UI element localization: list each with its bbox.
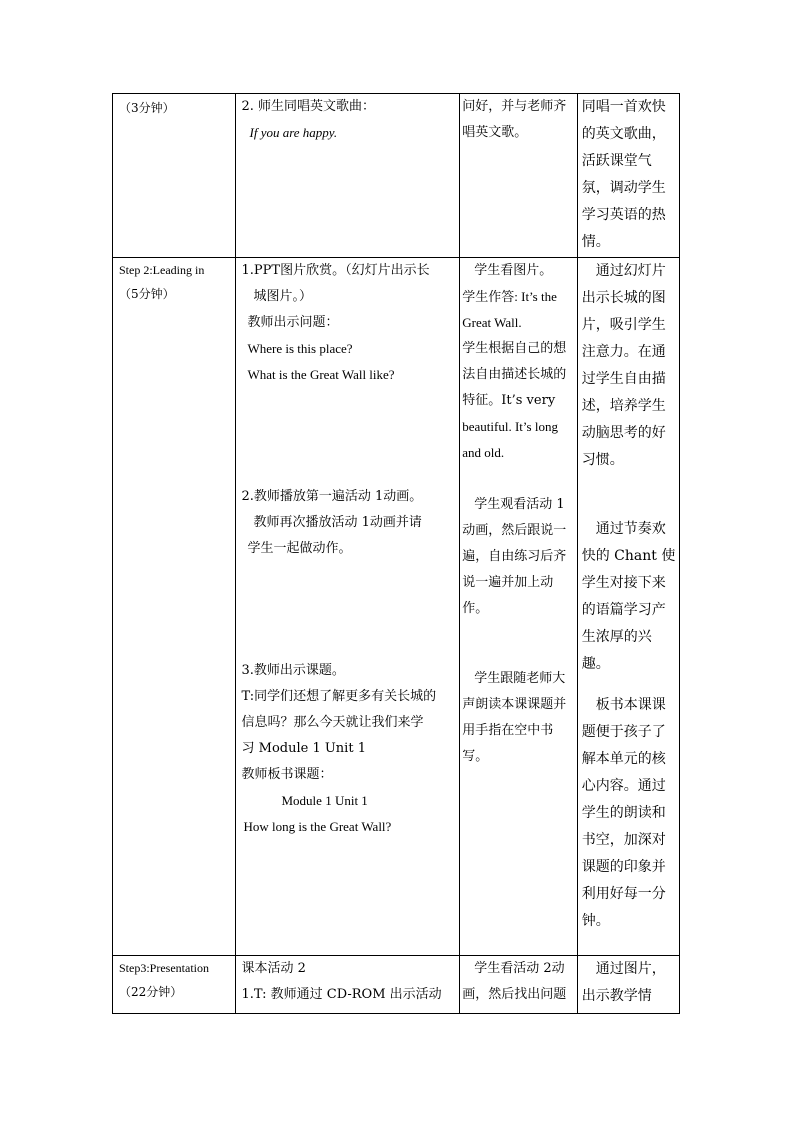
teacher-activity-cell	[235, 956, 460, 1014]
student-line: 学生看活动 2动	[474, 961, 565, 976]
student-line: 学生观看活动 1	[474, 497, 565, 512]
student-line: 画，然后找出问题	[462, 987, 567, 1002]
student-line: 用手指在空中书	[462, 723, 554, 738]
teacher-line: If you are happy.	[249, 125, 338, 140]
step-cell	[113, 258, 236, 956]
teacher-line: 2.教师播放第一遍活动 1动画。	[241, 489, 423, 504]
step-line: Step3:Presentation	[119, 961, 209, 975]
teacher-line: 2. 师生同唱英文歌曲：	[241, 99, 376, 114]
purpose-line: 出示长城的图	[581, 290, 666, 306]
purpose-line: 同唱一首欢快	[581, 99, 666, 115]
student-line: 学生跟随老师大	[474, 671, 566, 686]
teacher-line: 3.教师出示课题。	[241, 663, 345, 678]
student-line: 动画，然后跟说一	[462, 523, 567, 538]
student-line: 写。	[462, 749, 489, 764]
table-row	[113, 94, 680, 258]
purpose-line: 过学生自由描	[581, 371, 666, 387]
purpose-line: 动脑思考的好	[581, 425, 666, 441]
step-line: （22分钟）	[119, 985, 183, 999]
purpose-line: 学生对接下来	[581, 575, 666, 591]
table-row	[113, 956, 680, 1014]
purpose-line: 通过图片，	[595, 961, 666, 977]
purpose-cell	[577, 956, 679, 1014]
purpose-line: 解本单元的核	[581, 751, 666, 767]
step-line: （3分钟）	[119, 101, 175, 115]
purpose-line: 趣。	[581, 656, 610, 672]
student-activity-cell	[460, 956, 577, 1014]
purpose-line: 钟。	[581, 913, 610, 929]
student-line: 声朗读本课课题并	[462, 697, 567, 712]
teacher-line: T:同学们还想了解更多有关长城的	[241, 689, 437, 704]
purpose-cell	[577, 258, 679, 956]
teacher-activity-cell	[235, 94, 460, 258]
purpose-line: 氛，调动学生	[581, 180, 666, 196]
purpose-line: 课题的印象并	[581, 859, 666, 875]
purpose-line: 题便于孩子了	[581, 724, 666, 740]
student-line: 学生作答: It’s the	[462, 289, 557, 304]
student-line: 说一遍并加上动	[462, 575, 554, 590]
purpose-line: 片，吸引学生	[581, 317, 666, 333]
purpose-line: 通过幻灯片	[595, 263, 666, 279]
teacher-line: Module 1 Unit 1	[281, 793, 368, 808]
purpose-line: 的英文歌曲，	[581, 126, 666, 142]
purpose-line: 的语篇学习产	[581, 602, 666, 618]
student-line: 学生根据自己的想	[462, 341, 567, 356]
purpose-line: 利用好每一分	[581, 886, 666, 902]
student-line: 特征。It’s very	[462, 393, 556, 408]
student-line: and old.	[462, 445, 505, 460]
student-line: beautiful. It’s long	[462, 419, 558, 434]
purpose-line: 出示教学情	[581, 988, 652, 1004]
student-line: 遍，自由练习后齐	[462, 549, 567, 564]
teacher-line: 课本活动 2	[241, 961, 306, 976]
lesson-plan-table	[112, 93, 680, 1014]
teacher-line: Where is this place?	[247, 341, 353, 356]
purpose-line: 快的 Chant 使	[581, 548, 676, 564]
purpose-line: 注意力。在通	[581, 344, 666, 360]
student-line: Great Wall.	[462, 315, 522, 330]
teacher-line: 城图片。）	[253, 289, 313, 304]
purpose-line: 活跃课堂气	[581, 153, 652, 169]
teacher-line: What is the Great Wall like?	[247, 367, 395, 382]
step-cell	[113, 956, 236, 1014]
purpose-line: 述，培养学生	[581, 398, 666, 414]
purpose-line: 心内容。通过	[581, 778, 666, 794]
purpose-line: 习惯。	[581, 452, 624, 468]
student-activity-cell	[460, 258, 577, 956]
teacher-line: 教师再次播放活动 1动画并请	[253, 515, 422, 530]
student-activity-cell	[460, 94, 577, 258]
purpose-line: 书空，加深对	[581, 832, 666, 848]
teacher-line: 1.PPT图片欣赏。（幻灯片出示长	[241, 263, 430, 278]
teacher-activity-cell	[235, 258, 460, 956]
student-line: 法自由描述长城的	[462, 367, 567, 382]
table-row	[113, 258, 680, 956]
purpose-line: 板书本课课	[595, 697, 666, 713]
purpose-line: 生浓厚的兴	[581, 629, 652, 645]
purpose-line: 学生的朗读和	[581, 805, 666, 821]
purpose-line: 情。	[581, 234, 610, 250]
student-line: 唱英文歌。	[462, 125, 528, 140]
step-line: Step 2:Leading in	[119, 263, 205, 277]
teacher-line: 1.T: 教师通过 CD-ROM 出示活动	[241, 987, 442, 1002]
step-line: （5分钟）	[119, 287, 175, 301]
teacher-line: How long is the Great Wall?	[243, 819, 392, 834]
purpose-line: 通过节奏欢	[595, 521, 666, 537]
step-cell	[113, 94, 236, 258]
student-line: 学生看图片。	[474, 263, 553, 278]
teacher-line: 习 Module 1 Unit 1	[241, 741, 366, 756]
student-line: 问好，并与老师齐	[462, 99, 567, 114]
teacher-line: 教师出示问题：	[247, 315, 339, 330]
purpose-line: 学习英语的热	[581, 207, 666, 223]
teacher-line: 学生一起做动作。	[247, 541, 352, 556]
teacher-line: 教师板书课题：	[241, 767, 333, 782]
teacher-line: 信息吗？那么今天就让我们来学	[241, 715, 424, 730]
purpose-cell	[577, 94, 679, 258]
student-line: 作。	[462, 601, 489, 616]
